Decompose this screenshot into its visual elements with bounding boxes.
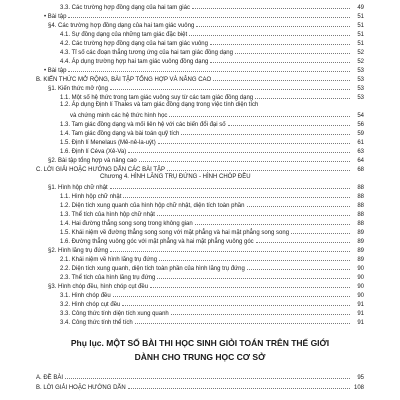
toc-entry bbox=[60, 29, 364, 38]
toc-entry-page: 90 bbox=[357, 266, 364, 272]
toc-entry-page: 89 bbox=[357, 230, 364, 236]
toc-entry-page: 90 bbox=[357, 284, 364, 290]
toc-entry bbox=[60, 254, 364, 263]
toc-entry bbox=[48, 20, 364, 29]
toc-entry-title: 1.3. Tam giác đồng dạng và mối liên hệ với các biến đổi đại số bbox=[60, 122, 226, 128]
dot-leader bbox=[128, 382, 350, 389]
toc-entry-page: 54 bbox=[357, 113, 364, 119]
toc-entry bbox=[44, 11, 364, 20]
dot-leader bbox=[159, 254, 350, 261]
toc-entry-title: §1. Kiến thức mở rộng bbox=[48, 86, 108, 92]
toc-entry-title: 1.1. Hình hộp chữ nhật bbox=[60, 194, 122, 200]
toc-entry-page: 90 bbox=[357, 293, 364, 299]
dot-leader bbox=[68, 65, 350, 72]
dot-leader bbox=[189, 29, 350, 36]
toc-entry-title: 3.2. Hình chóp cụt đều bbox=[60, 302, 121, 308]
dot-leader bbox=[110, 83, 350, 90]
toc-entry-page: 56 bbox=[357, 122, 364, 128]
appendix-title-line1: Phụ lục. MỘT SỐ BÀI THI HỌC SINH GIỎI TOÁN TRÊN THẾ GIỚI bbox=[70, 338, 330, 348]
toc-entry bbox=[60, 56, 364, 65]
toc-entry-title: • Bài tập bbox=[44, 13, 66, 22]
dot-leader bbox=[68, 11, 350, 18]
dot-leader bbox=[157, 209, 350, 216]
dot-leader bbox=[213, 74, 350, 81]
toc-entry-title: C. LỜI GIẢI HOẶC HƯỚNG DẪN CÁC BÀI TẬP bbox=[36, 167, 165, 173]
toc-entry-page: 90 bbox=[357, 275, 364, 281]
dot-leader bbox=[171, 308, 350, 315]
toc-entry-page: 88 bbox=[357, 212, 364, 218]
toc-entry-title: 4.1. Sự đồng dạng của những tam giác đặc biệt bbox=[60, 32, 188, 38]
toc-entry bbox=[60, 227, 364, 236]
dot-leader bbox=[291, 227, 350, 234]
toc-entry-title: 1.3. Thể tích của hình hộp chữ nhật bbox=[60, 212, 155, 218]
dot-leader bbox=[139, 155, 350, 162]
toc-entry-title: §3. Hình chóp đều, hình chóp cụt đều bbox=[48, 284, 149, 290]
toc-entry-page: 53 bbox=[357, 77, 364, 83]
dot-leader bbox=[247, 200, 351, 207]
dot-leader bbox=[210, 38, 350, 45]
toc-entry bbox=[60, 299, 364, 308]
toc-entry bbox=[60, 236, 364, 245]
toc-entry bbox=[60, 2, 364, 11]
toc-entry-page: 53 bbox=[357, 68, 364, 74]
toc-entry-page: 52 bbox=[357, 59, 364, 65]
toc-entry-title: 1.4. Tam giác đồng dạng và bài toán quỹ tích bbox=[60, 131, 180, 137]
toc-entry-page: 88 bbox=[357, 203, 364, 209]
toc-entry bbox=[36, 74, 364, 83]
toc-entry-page: 89 bbox=[357, 239, 364, 245]
toc-entry bbox=[60, 200, 364, 209]
toc-entry-page: 51 bbox=[357, 41, 364, 47]
toc-entry bbox=[60, 38, 364, 47]
toc-entry-title: 3.1. Hình chóp đều bbox=[60, 293, 111, 299]
dot-leader bbox=[113, 290, 350, 297]
appendix-entry-title: B. LỜI GIẢI HOẶC HƯỚNG DẪN bbox=[36, 385, 126, 391]
toc-entry-title: 2.2. Diện tích xung quanh, diện tích toàn phần của hình lăng trụ đứng bbox=[60, 266, 245, 272]
toc-entry bbox=[60, 209, 364, 218]
toc-entry-title: 3.3. Các trường hợp đồng dạng của hai tam giác bbox=[60, 5, 190, 11]
toc-entry-title: Chương 4. HÌNH LĂNG TRỤ ĐỨNG - HÌNH CHÓP ĐỀU bbox=[100, 174, 251, 180]
toc-entry-page: 59 bbox=[357, 131, 364, 137]
toc-entry-title: 4.3. Tỉ số các đoạn thẳng tương ứng của hai tam giác đồng dạng bbox=[60, 50, 233, 56]
dot-leader bbox=[228, 119, 350, 126]
toc-entry-title: 3.3. Công thức tính diện tích xung quanh bbox=[60, 311, 169, 317]
toc-entry-title: 1.6. Định lí Céva (Xê-Va) bbox=[60, 149, 127, 155]
dot-leader bbox=[210, 56, 350, 63]
toc-entry bbox=[60, 92, 364, 101]
toc-entry-title: 4.4. Áp dụng trường hợp hai tam giác vuông đồng dạng bbox=[60, 59, 209, 65]
dot-leader bbox=[167, 164, 350, 171]
dot-leader bbox=[123, 191, 350, 198]
toc-entry bbox=[48, 281, 364, 290]
dot-leader bbox=[158, 137, 350, 144]
toc-entry-page: 53 bbox=[357, 95, 364, 101]
toc-entry-title: 1.2. Áp dụng Định lí Thales và tam giác đồng dạng trong việc tính diện tích bbox=[60, 102, 259, 108]
toc-entry-page: 61 bbox=[357, 140, 364, 146]
toc-entry-title: §2. Hình lăng trụ đứng bbox=[48, 248, 109, 254]
appendix-entry bbox=[36, 382, 364, 391]
toc-entry-page: 91 bbox=[357, 302, 364, 308]
toc-entry-title: 2.1. Khái niệm về hình lăng trụ đứng bbox=[60, 257, 158, 263]
appendix-entry bbox=[36, 372, 364, 381]
toc-entry-page: 91 bbox=[357, 311, 364, 317]
toc-entry-page: 89 bbox=[357, 257, 364, 263]
dot-leader bbox=[247, 263, 350, 270]
toc-entry bbox=[60, 47, 364, 56]
toc-entry-title: 1.5. Khái niệm về đường thẳng song song với mặt phẳng và hai mặt phẳng song song bbox=[60, 230, 290, 236]
dot-leader bbox=[196, 20, 350, 27]
toc-entry-page: 88 bbox=[357, 194, 364, 200]
toc-entry bbox=[36, 164, 364, 173]
toc-entry-page: 88 bbox=[357, 185, 364, 191]
toc-entry-page: 88 bbox=[357, 221, 364, 227]
dot-leader bbox=[128, 146, 350, 153]
toc-entry-title: §2. Bài tập tổng hợp và nâng cao bbox=[48, 158, 137, 164]
appendix-entry-title: A. ĐỀ BÀI bbox=[36, 375, 64, 381]
dot-leader bbox=[169, 110, 350, 117]
toc-entry-page: 89 bbox=[357, 248, 364, 254]
appendix-entry-page: 95 bbox=[357, 375, 364, 381]
toc-entry-page: 63 bbox=[357, 149, 364, 155]
toc-entry bbox=[60, 137, 364, 146]
dot-leader bbox=[110, 245, 350, 252]
toc-entry-title: 3.4. Công thức tính thể tích bbox=[60, 320, 133, 326]
toc-entry-page: 53 bbox=[357, 86, 364, 92]
toc-entry bbox=[70, 110, 364, 119]
appendix-title-line2: DÀNH CHO TRUNG HỌC CƠ SỞ bbox=[134, 352, 266, 362]
toc-entry bbox=[60, 263, 364, 272]
dot-leader bbox=[256, 236, 350, 243]
dot-leader bbox=[65, 372, 350, 379]
toc-entry-page: 49 bbox=[357, 5, 364, 11]
toc-entry bbox=[60, 146, 364, 155]
dot-leader bbox=[195, 218, 350, 225]
dot-leader bbox=[150, 281, 350, 288]
toc-entry-title: B. KIẾN THỨC MỞ RỘNG, BÀI TẬP TỔNG HỢP VÀ NÂNG CAO bbox=[36, 77, 212, 83]
toc-entry bbox=[60, 290, 364, 299]
toc-entry-page: 64 bbox=[357, 158, 364, 164]
toc-entry-title: 1.5. Định lí Menelaus (Mê-nê-la-uýt) bbox=[60, 140, 156, 146]
dot-leader bbox=[235, 47, 350, 54]
dot-leader bbox=[181, 128, 350, 135]
toc-entry-page: 68 bbox=[357, 167, 364, 173]
toc-entry-title: 1.2. Diện tích xung quanh của hình hộp chữ nhật, diện tích toàn phần bbox=[60, 203, 245, 209]
dot-leader bbox=[192, 2, 350, 9]
toc-entry-title: 2.3. Thể tích của hình lăng trụ đứng bbox=[60, 275, 156, 281]
dot-leader bbox=[135, 317, 350, 324]
toc-entry bbox=[60, 317, 364, 326]
toc-entry-page: 91 bbox=[357, 320, 364, 326]
toc-entry bbox=[60, 101, 364, 110]
toc-entry-title: 4.2. Các trường hợp đồng dạng của hai tam giác vuông bbox=[60, 41, 208, 47]
toc-entry-title: 1.4. Hai đường thẳng song song trong không gian bbox=[60, 221, 193, 227]
toc-entry-title: 1.1. Một số hệ thức trong tam giác vuông suy từ các tam giác đồng dạng bbox=[60, 95, 254, 101]
toc-entry-title: và chứng minh các hệ thức hình học bbox=[70, 113, 168, 119]
toc-entry bbox=[48, 182, 364, 191]
toc-entry-title: • Bài tập bbox=[44, 67, 66, 76]
toc-entry-title: §1. Hình hộp chữ nhật bbox=[48, 185, 108, 191]
toc-entry-page: 51 bbox=[357, 32, 364, 38]
toc-entry bbox=[60, 218, 364, 227]
dot-leader bbox=[157, 272, 350, 279]
toc-entry bbox=[48, 245, 364, 254]
toc-entry bbox=[60, 128, 364, 137]
toc-entry bbox=[60, 191, 364, 200]
toc-entry-page: 52 bbox=[357, 50, 364, 56]
toc-entry bbox=[60, 308, 364, 317]
toc-entry bbox=[60, 119, 364, 128]
dot-leader bbox=[255, 92, 350, 99]
toc-entry-title: §4. Các trường hợp đồng dạng của hai tam giác vuông bbox=[48, 23, 195, 29]
dot-leader bbox=[122, 299, 350, 306]
toc-entry bbox=[44, 65, 364, 74]
dot-leader bbox=[110, 182, 350, 189]
toc-entry bbox=[100, 173, 251, 182]
appendix-entry-page: 108 bbox=[353, 385, 364, 391]
toc-entry bbox=[48, 83, 364, 92]
toc-entry-page: 51 bbox=[357, 23, 364, 29]
toc-entry-title: 1.6. Đường thẳng vuông góc với mặt phẳng và hai mặt phẳng vuông góc bbox=[60, 239, 254, 245]
toc-entry bbox=[60, 272, 364, 281]
toc-entry bbox=[48, 155, 364, 164]
toc-entry-page: 51 bbox=[357, 14, 364, 20]
